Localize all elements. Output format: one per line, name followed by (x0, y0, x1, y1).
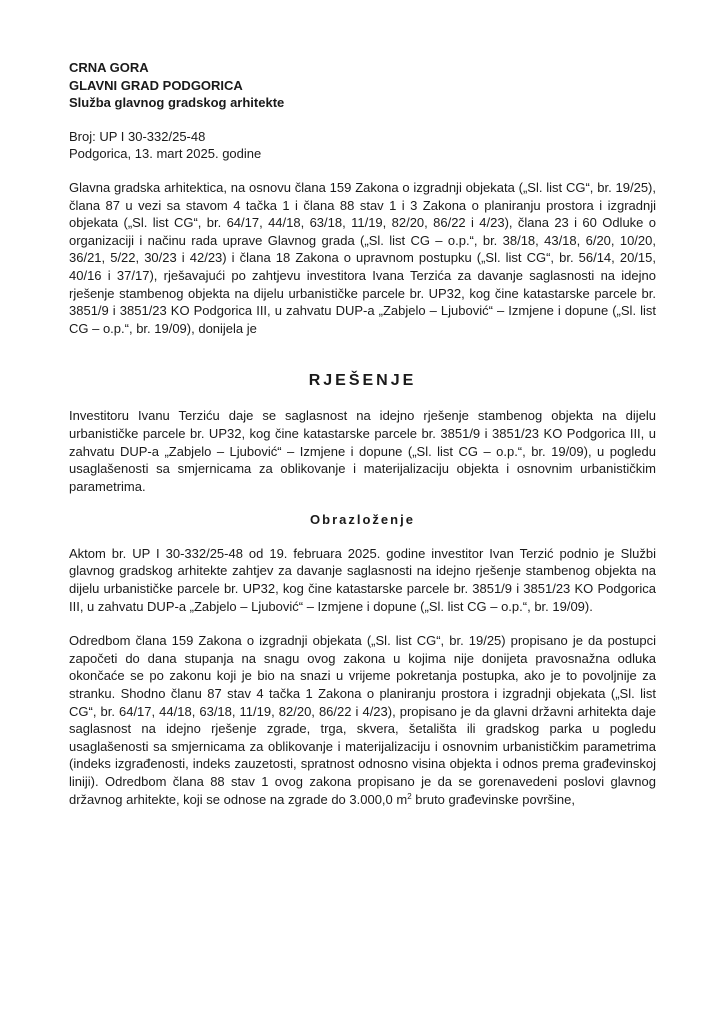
reference-place-date: Podgorica, 13. mart 2025. godine (69, 146, 262, 162)
header-city: GLAVNI GRAD PODGORICA (69, 77, 243, 93)
reasoning-paragraph-2-tail: bruto građevinske površine, (411, 791, 575, 807)
reasoning-title: Obrazloženje (310, 512, 415, 528)
reasoning-paragraph-2-text: Odredbom člana 159 Zakona o izgradnji objekata („Sl. list CG“, br. 19/25) propisano je da postupci započeti do dana stupanja na snagu ovog zakona u kojima nije donijeta pravosnažna odluka okončaće se po zakonu koji je bio na snazi u vrijeme pokretanja postupka, ako je to povoljnije za stranku. Shodno članu 87 stav 4 tačka 1 Zakona o planiranju prostora i izgradnji objekata („Sl. list CG“, br. 64/17, 44/18, 63/18, 11/19, 82/20, 86/22 i 4/23), propisano je da glavni državni arhitekta daje saglasnost na idejno rješenje zgrade, trga, skvera, šetališta ili gradskog parka u pogledu usaglašenosti sa smjernicama za oblikovanje i materijalizaciju i osnovnim urbanističkim parametrima (indeks izgrađenosti, indeks zauzetosti, spratnost odnosno visina objekta i odnos prema građevinskoj liniji). Odredbom člana 88 stav 1 ovog zakona propisano je da se gorenavedeni poslovi glavnog državnog arhitekte, koji se odnose na zgrade do 3.000,0 m (69, 633, 656, 807)
reference-block (69, 128, 656, 163)
header-country: CRNA GORA (69, 60, 149, 75)
header-office: Služba glavnog gradskog arhitekte (69, 95, 285, 111)
reasoning-paragraph-1: Aktom br. UP I 30-332/25-48 od 19. februara 2025. godine investitor Ivan Terzić podnio je Službi glavnog gradskog arhitekte zahtjev za davanje saglasnosti na idejno rješenje stambenog objekta na dijelu urbanističke parcele br. UP32, kog čine katastarske parcele br. 3851/9 i 3851/23 KO Podgorica III, u zahvatu DUP-a „Zabjelo – Ljubović“ – Izmjene i dopune („Sl. list CG – o.p.“, br. 19/09). (69, 545, 656, 614)
reference-number: Broj: UP I 30-332/25-48 (69, 128, 206, 144)
issuer-header (69, 59, 656, 112)
decision-paragraph: Investitoru Ivanu Terziću daje se saglasnost na idejno rješenje stambenog objekta na dijelu urbanističke parcele br. UP32, kog čine katastarske parcele br. 3851/9 i 3851/23 KO Podgorica III, u zahvatu DUP-a „Zabjelo – Ljubović“ – Izmjene i dopune („Sl. list CG – o.p.“, br. 19/09), u pogledu usaglašenosti sa smjernicama za oblikovanje i materijalizaciju objekta i osnovnim urbanističkim parametrima. (69, 408, 656, 494)
reasoning-paragraph-2 (69, 632, 656, 808)
decision-title: RJEŠENJE (308, 372, 417, 390)
area-unit-superscript: 2 (407, 791, 412, 801)
intro-paragraph: Glavna gradska arhitektica, na osnovu člana 159 Zakona o izgradnji objekata („Sl. list CG“, br. 19/25), člana 87 u vezi sa stavom 4 tačka 1 i člana 88 stav 1 i 3 Zakona o planiranju prostora i izgradnji objekata („Sl. list CG“, br. 64/17, 44/18, 63/18, 11/19, 82/20, 86/22 i 4/23), člana 23 i 60 Odluke o organizaciji i načinu rada uprave Glavnog grada („Sl. list CG – o.p.“, br. 38/18, 43/18, 6/20, 10/20, 36/21, 5/22, 30/23 i 42/23) i člana 18 Zakona o upravnom postupku („Sl. list CG“, br. 56/14, 20/15, 40/16 i 37/17), rješavajući po zahtjevu investitora Ivana Terzića za davanje saglasnosti na idejno rješenje stambenog objekta na dijelu urbanističke parcele br. UP32, kog čine katastarske parcele br. 3851/9 i 3851/23 KO Podgorica III, u zahvatu DUP-a „Zabjelo – Ljubović“ – Izmjene i dopune („Sl. list CG – o.p.“, br. 19/09), donijela je (69, 179, 656, 336)
